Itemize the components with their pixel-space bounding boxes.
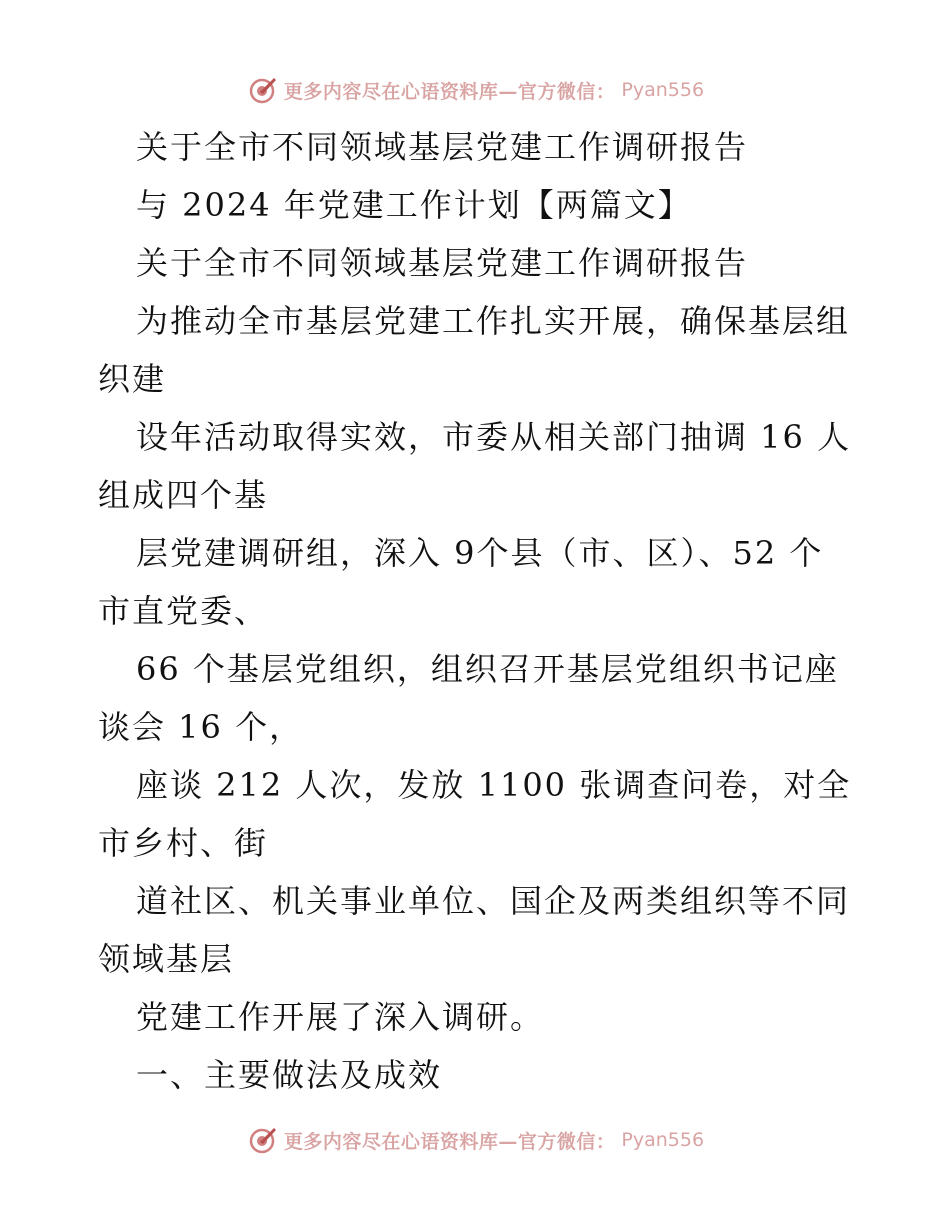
quill-logo-icon: [246, 74, 278, 106]
paragraph-line: 市直党委、: [98, 592, 269, 630]
paragraph-line: 党建工作开展了深入调研。: [136, 998, 545, 1036]
paragraph-line: 座谈 212 人次，发放 1100 张调查问卷，对全: [136, 766, 852, 804]
paragraph-line: 层党建调研组，深入 9个县（市、区）、52 个: [136, 534, 824, 572]
paragraph-line: 织建: [98, 360, 167, 398]
title-line-1: 关于全市不同领域基层党建工作调研报告: [136, 128, 749, 166]
watermark-footer: [0, 1120, 950, 1160]
paragraph-line: 谈会 16 个，: [98, 708, 304, 746]
paragraph-line: 66 个基层党组织，组织召开基层党组织书记座: [136, 650, 839, 688]
paragraph-line: 为推动全市基层党建工作扎实开展，确保基层组: [136, 302, 851, 340]
paragraph-line: 道社区、机关事业单位、国企及两类组织等不同: [136, 882, 851, 920]
paragraph-line: 领域基层: [98, 940, 235, 978]
watermark-text: 更多内容尽在心语资料库—官方微信：: [283, 1130, 616, 1153]
watermark-wechat-id: Pyan556: [621, 1129, 705, 1151]
paragraph-line: 组成四个基: [98, 476, 269, 514]
watermark-text: 更多内容尽在心语资料库—官方微信：: [283, 80, 616, 103]
paragraph-line: 市乡村、街: [98, 824, 269, 862]
title-line-2: 与 2024 年党建工作计划【两篇文】: [136, 186, 692, 224]
watermark-header: [0, 70, 950, 110]
document-body: [98, 118, 858, 1104]
watermark-wechat-id: Pyan556: [621, 79, 705, 101]
quill-logo-icon: [246, 1124, 278, 1156]
paragraph-line: 设年活动取得实效，市委从相关部门抽调 16 人: [136, 418, 852, 456]
subsection-heading: 一、主要做法及成效: [136, 1056, 443, 1094]
section-heading: 关于全市不同领域基层党建工作调研报告: [136, 244, 749, 282]
